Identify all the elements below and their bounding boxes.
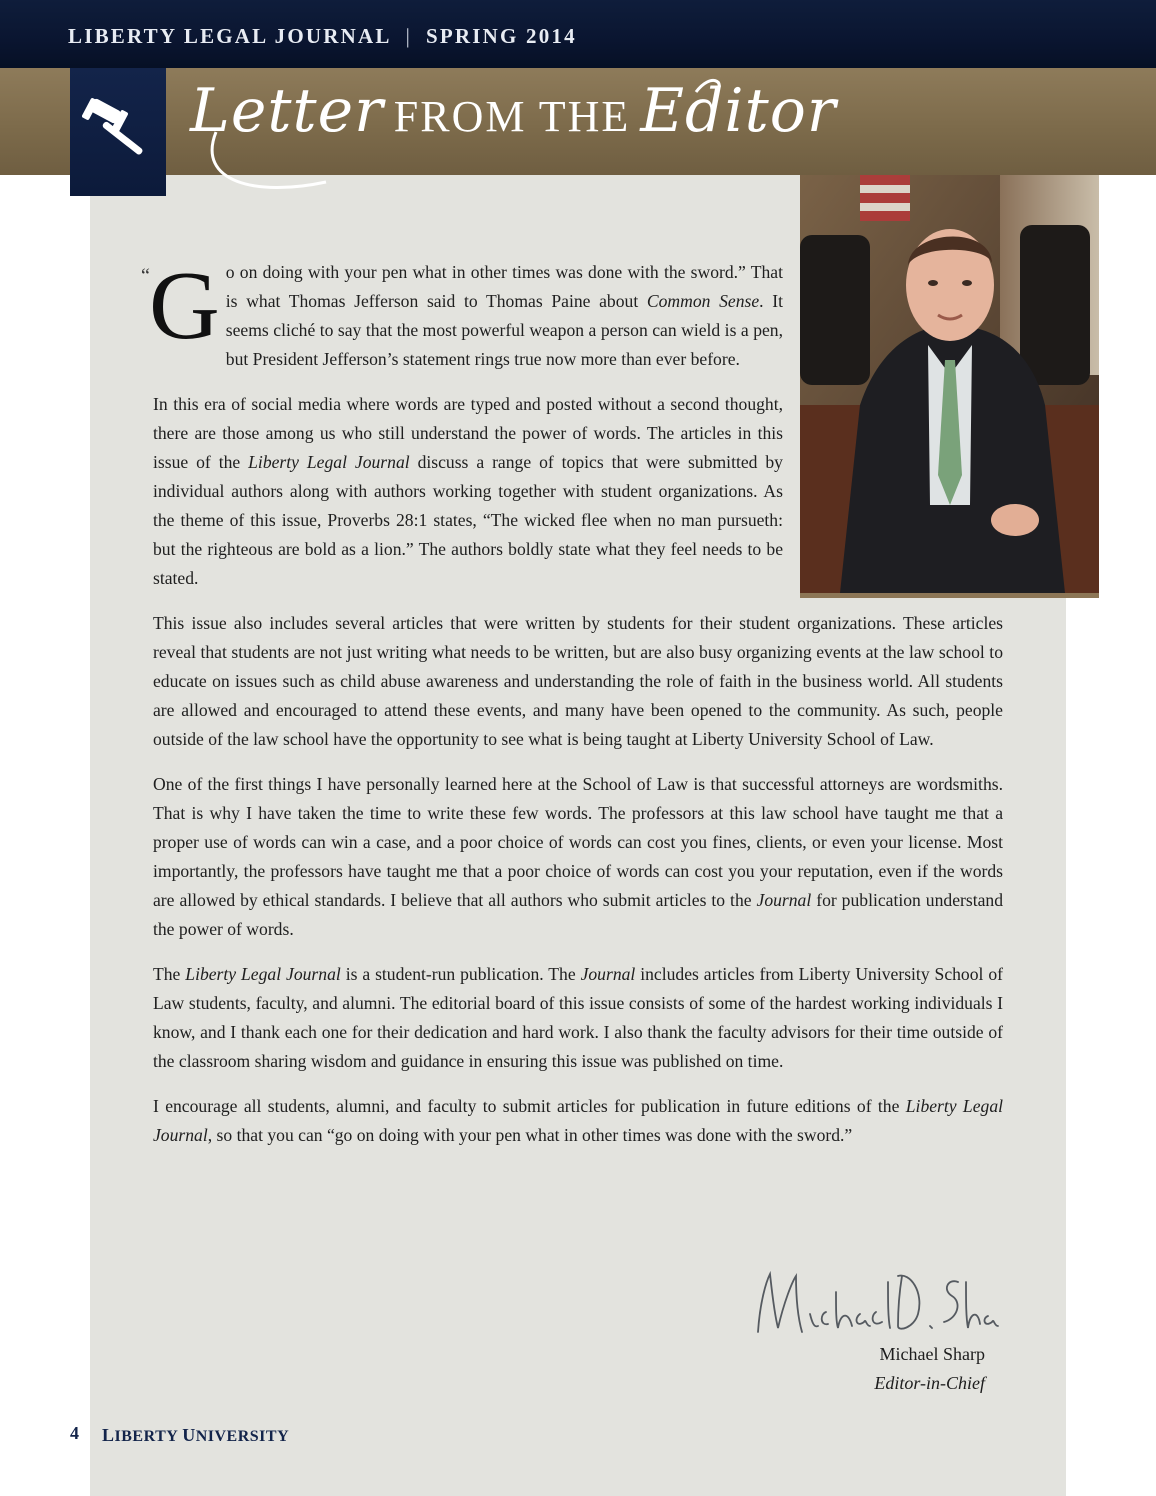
paragraph-4-text-a: One of the first things I have personally learned here at the School of Law is that successful attorneys are wordsmiths. That is why I have taken the time to write these few words. The professors at this law school have taught me that a proper use of words can win a case, and a poor choice of words can cost you fines, clients, or even your license. Most importantly, the professors have taught me that a poor choice of words can cost you your reputation, even if the words are allowed by ethical standards. I believe that all authors who submit articles to the <box>153 774 1003 910</box>
paragraph-1-rest: . It seems cliché to say that the most powerful weapon a person can wield is a pen, but President Jefferson’s statement rings true now more than ever before. <box>225 291 783 369</box>
paragraph-5-text-a: The <box>153 964 186 984</box>
paragraph-5-text-b: is a student-run publication. The <box>340 964 581 984</box>
footer-university <box>102 1425 289 1446</box>
paragraph-6-text-b: , so that you can “go on doing with your pen what in other times was done with the sword.” <box>207 1125 853 1145</box>
paragraph-2-text-a: In this era of social media where words are typed and posted without a second thought, there are those among us who still understand the power of words. The articles in this issue of the <box>153 394 783 472</box>
title-letter: Letter <box>190 76 384 146</box>
paragraph-4 <box>153 770 1003 944</box>
footer-uni-rest: IBERTY <box>114 1428 183 1445</box>
paragraph-1 <box>141 252 783 374</box>
paragraph-3: This issue also includes several articles that were written by students for their student organizations. These articles reveal that students are not just writing what needs to be written, but are also busy organizing events at the law school to educate on issues such as child abuse awareness and understanding the role of faith in the business world. All students are allowed and encouraged to attend these events, and many have been opened to the community. As such, people outside of the law school have the opportunity to see what is being taught at Liberty University School of Law. <box>153 613 1003 749</box>
gavel-icon <box>82 90 154 162</box>
paragraph-2 <box>153 390 783 593</box>
paragraph-5-text-c: includes articles from Liberty University School of Law students, faculty, and alumni. The editorial board of this issue consists of some of the hardest working individuals I know, and I thank each one for their dedication and hard work. I also thank the faculty advisors for their time outside of the classroom sharing wisdom and guidance in ensuring this issue was published on time. <box>153 964 1003 1071</box>
signer-role: Editor-in-Chief <box>874 1373 985 1393</box>
footer-uni-initial-u: U <box>182 1425 196 1445</box>
book-title-common-sense: Common Sense <box>646 291 760 311</box>
page-number: 4 <box>70 1423 79 1443</box>
journal-italic: Journal <box>756 890 812 910</box>
footer-uni-initial-l: L <box>102 1425 115 1445</box>
signature-block <box>820 1340 985 1398</box>
open-quote: “ <box>141 265 150 287</box>
editor-portrait-illustration <box>800 175 1099 593</box>
title-from-the: FROM THE <box>393 92 631 141</box>
header-separator: | <box>405 24 412 48</box>
paragraph-6 <box>153 1092 1003 1150</box>
paragraph-2-text-b: discuss a range of topics that were submitted by individual authors along with authors working together with student organizations. As the theme of this issue, Proverbs 28:1 states, “The wicked flee when no man pursueth: but the righteous are bold as a lion.” The authors boldly state what they feel needs to be stated. <box>153 452 783 588</box>
title-swash-ornament <box>196 72 756 202</box>
drop-cap: G <box>149 252 220 360</box>
footer-uni-rest2: NIVERSITY <box>195 1428 290 1445</box>
journal-title <box>68 24 577 49</box>
title-editor: Editor <box>640 76 837 146</box>
paragraph-5 <box>153 960 1003 1076</box>
journal-italic-2: Journal <box>580 964 636 984</box>
gavel-badge <box>70 68 166 196</box>
journal-title-italic: Liberty Legal Journal <box>248 452 410 472</box>
journal-name: LIBERTY LEGAL JOURNAL <box>68 24 392 48</box>
paragraph-1-text: o on doing with your pen what in other times was done with the sword.” That is what Thomas Jefferson said to Thomas Paine about <box>225 262 783 311</box>
journal-issue: SPRING 2014 <box>426 24 577 48</box>
handwritten-signature <box>748 1262 1008 1342</box>
journal-title-italic-2: Liberty Legal Journal <box>185 964 341 984</box>
journal-title-italic-3: Liberty Legal Journal <box>153 1096 1004 1145</box>
journal-header-bar <box>0 0 1156 68</box>
paragraph-4-text-b: for publication understand the power of words. <box>153 890 1003 939</box>
paragraph-6-text-a: I encourage all students, alumni, and faculty to submit articles for publication in future editions of the <box>153 1096 906 1116</box>
signer-name: Michael Sharp <box>879 1344 985 1364</box>
editor-photo <box>800 175 1099 598</box>
